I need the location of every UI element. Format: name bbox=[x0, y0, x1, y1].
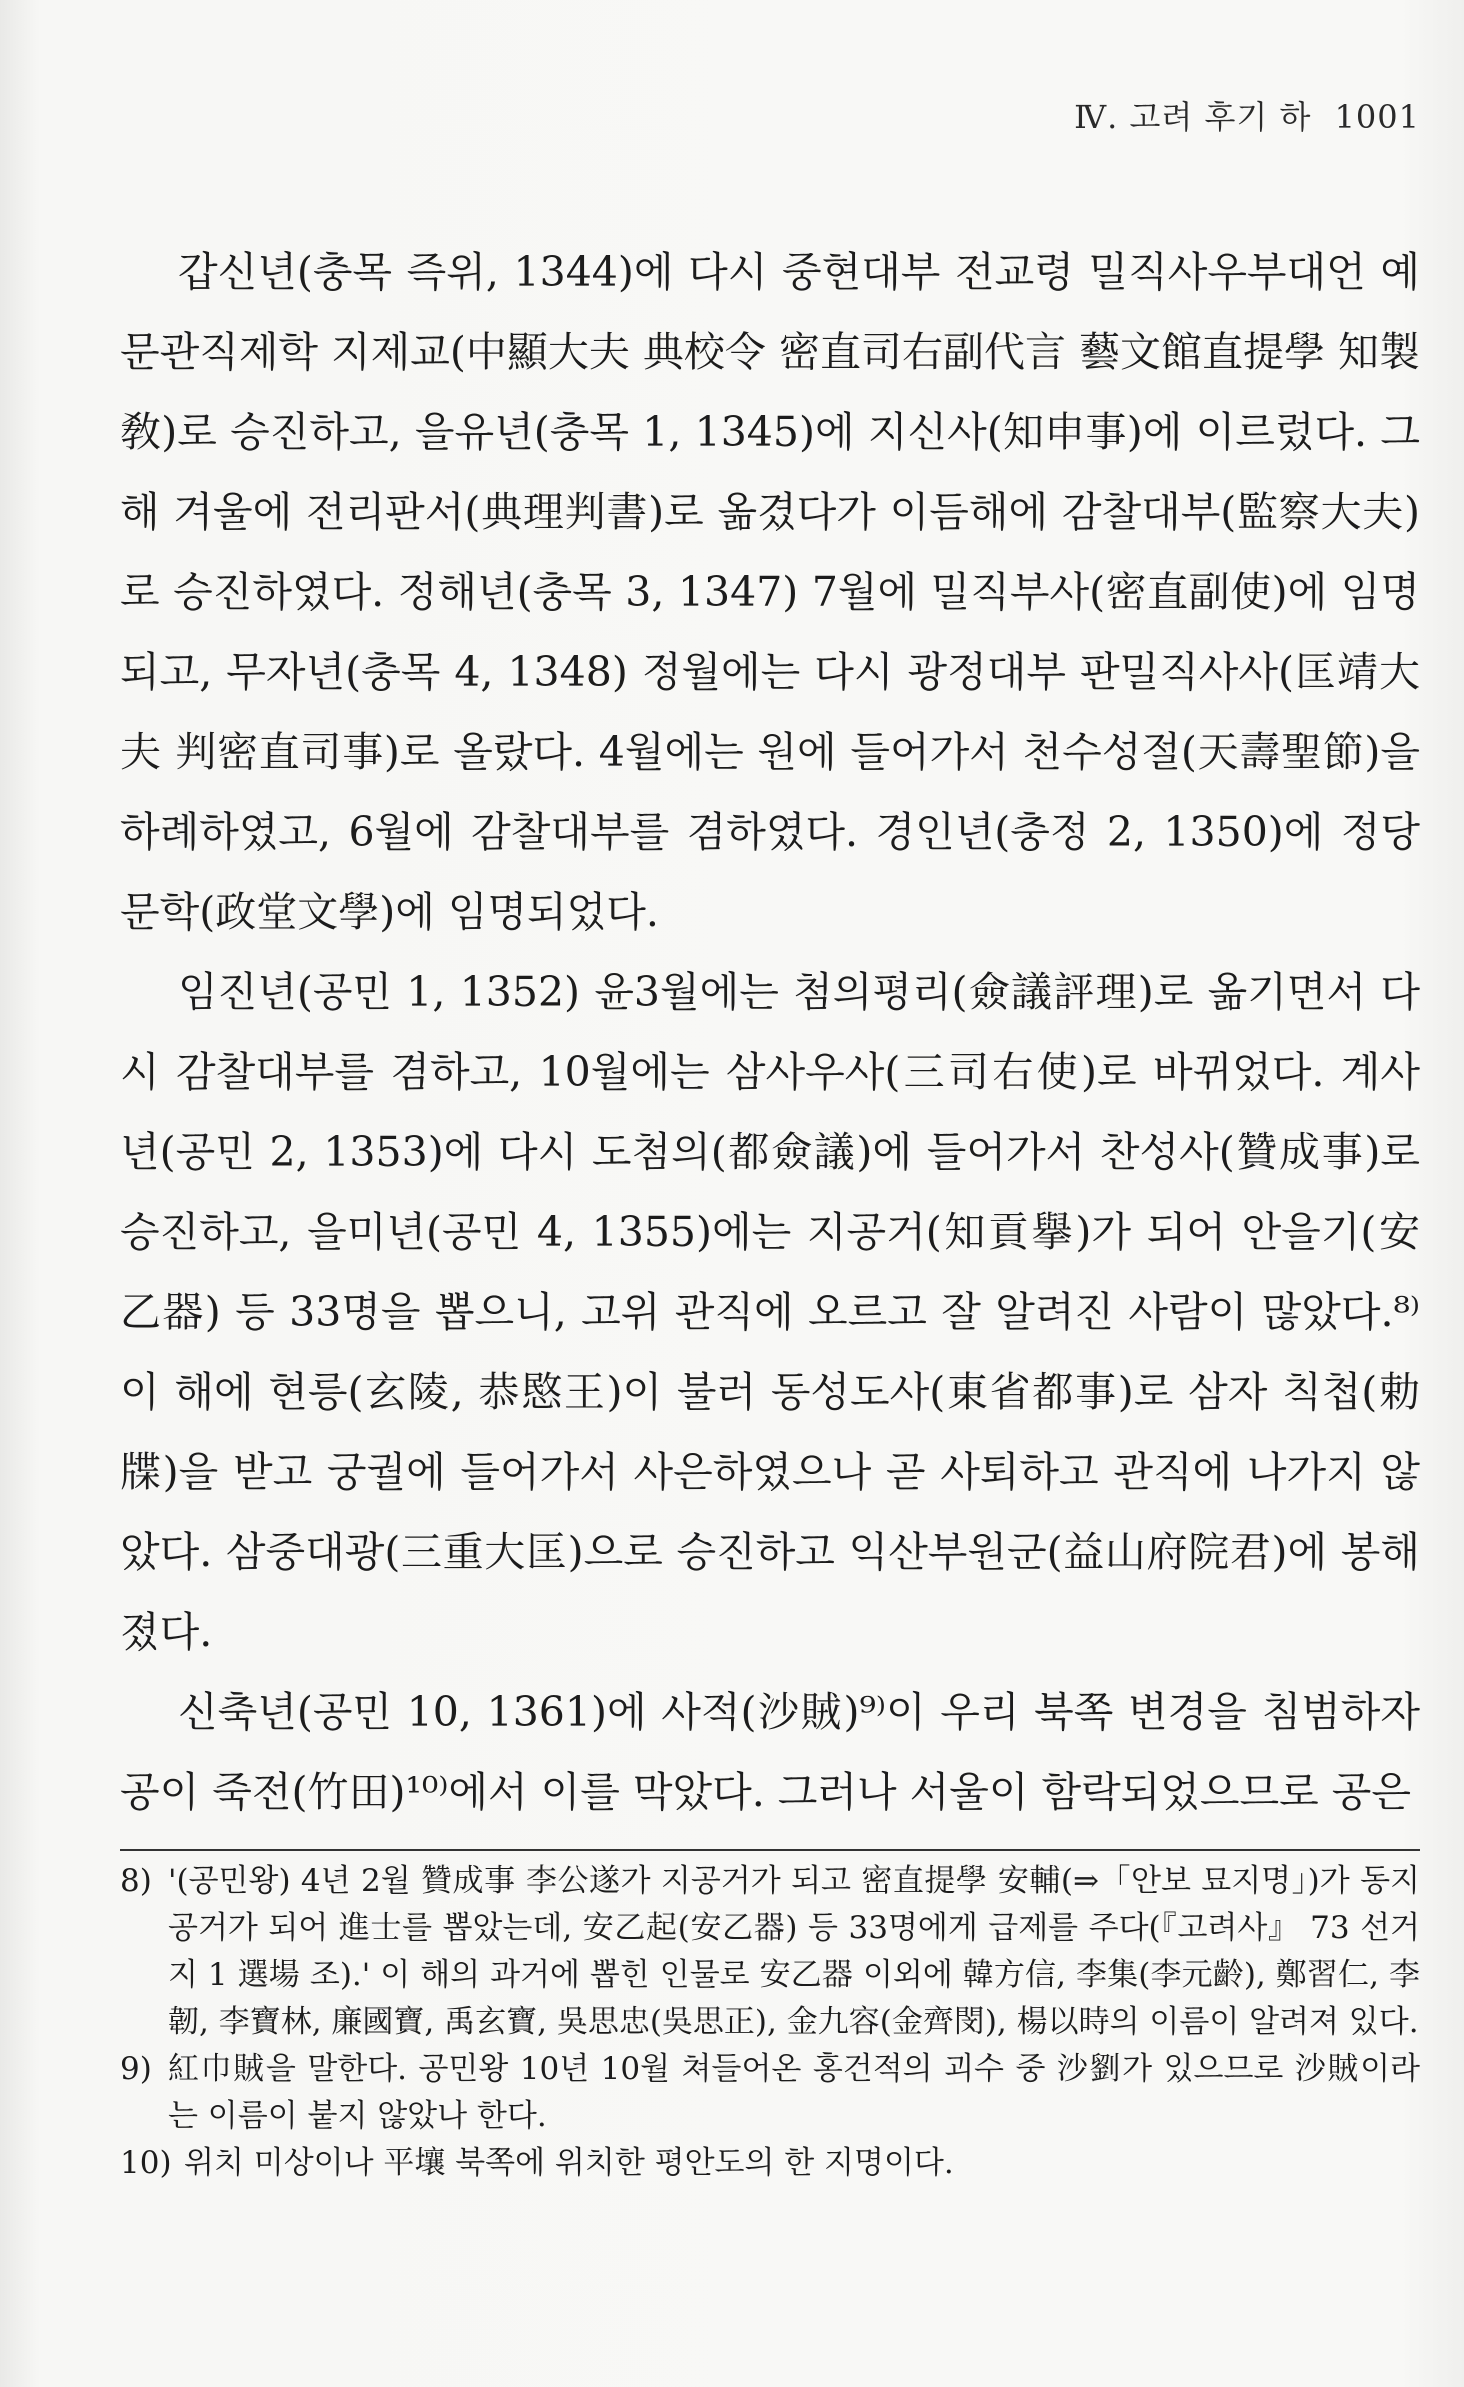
footnote-text: 위치 미상이나 平壤 북쪽에 위치한 평안도의 한 지명이다. bbox=[184, 2145, 954, 2181]
page-number: 1001 bbox=[1334, 98, 1420, 136]
footnote-number: 10) bbox=[120, 2145, 172, 2181]
paragraph: 신축년(공민 10, 1361)에 사적(沙賊)⁹⁾이 우리 북쪽 변경을 침범하자 공이 죽전(竹田)¹⁰⁾에서 이를 막았다. 그러나 서울이 함락되었으므로 공은 bbox=[120, 1688, 1420, 1816]
paragraph: 임진년(공민 1, 1352) 윤3월에는 첨의평리(僉議評理)로 옮기면서 다시 감찰대부를 겸하고, 10월에는 삼사우사(三司右使)로 바뀌었다. 계사년(공민 2, 1353)에 다시 도첨의(都僉議)에 들어가서 찬성사(贊成事)로 승진하고, 을미년(공민 4, 1355)에는 지공거(知貢擧)가 되어 안을기(安乙器) 등 33명을 뽑으니, 고위 관직에 오르고 잘 알려진 사람이 많았다.⁸⁾ 이 해에 현릉(玄陵, 恭愍王)이 불러 동성도사(東省都事)로 삼자 칙첩(勅牒)을 받고 궁궐에 들어가서 사은하였으나 곧 사퇴하고 관직에 나가지 않았다. 삼중대광(三重大匡)으로 승진하고 익산부원군(益山府院君)에 봉해졌다. bbox=[120, 968, 1420, 1656]
running-header bbox=[1062, 92, 1420, 138]
footnote-number: 9) bbox=[120, 2051, 152, 2087]
footnote-divider bbox=[120, 1849, 1420, 1851]
footnote-text: 紅巾賊을 말한다. 공민왕 10년 10월 쳐들어온 홍건적의 괴수 중 沙劉가 있으므로 沙賊이라는 이름이 붙지 않았나 한다. bbox=[168, 2051, 1420, 2134]
footnotes bbox=[120, 1858, 1420, 2187]
footnote-text: '(공민왕) 4년 2월 贊成事 李公遂가 지공거가 되고 密直提學 安輔(⇒「안보 묘지명」)가 동지공거가 되어 進士를 뽑았는데, 安乙起(安乙器) 등 33명에게 급제를 주다(『고려사』 73 선거지 1 選場 조).' 이 해의 과거에 뽑힌 인물로 安乙器 이외에 韓方信, 李集(李元齡), 鄭習仁, 李韌, 李寶林, 廉國寶, 禹玄寶, 吳思忠(吳思正), 金九容(金齊閔), 楊以時의 이름이 알려져 있다. bbox=[168, 1863, 1420, 2040]
main-text bbox=[120, 232, 1420, 1832]
footnote bbox=[120, 2046, 1420, 2140]
footnote bbox=[120, 1858, 1420, 2046]
paragraph: 갑신년(충목 즉위, 1344)에 다시 중현대부 전교령 밀직사우부대언 예문관직제학 지제교(中顯大夫 典校令 密直司右副代言 藝文館直提學 知製敎)로 승진하고, 을유년(충목 1, 1345)에 지신사(知申事)에 이르렀다. 그 해 겨울에 전리판서(典理判書)로 옮겼다가 이듬해에 감찰대부(監察大夫)로 승진하였다. 정해년(충목 3, 1347) 7월에 밀직부사(密直副使)에 임명되고, 무자년(충목 4, 1348) 정월에는 다시 광정대부 판밀직사사(匡靖大夫 判密直司事)로 올랐다. 4월에는 원에 들어가서 천수성절(天壽聖節)을 하례하였고, 6월에 감찰대부를 겸하였다. 경인년(충정 2, 1350)에 정당문학(政堂文學)에 임명되었다. bbox=[120, 248, 1421, 936]
chapter-title: Ⅳ. 고려 후기 하 bbox=[1074, 98, 1312, 136]
footnote-number: 8) bbox=[120, 1863, 152, 1899]
footnote bbox=[120, 2140, 1420, 2187]
